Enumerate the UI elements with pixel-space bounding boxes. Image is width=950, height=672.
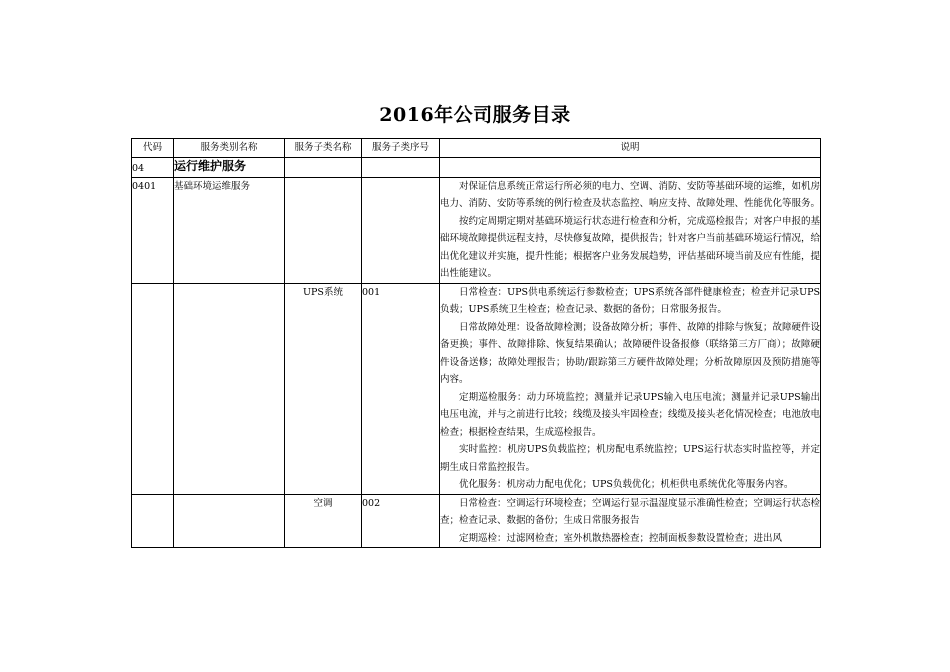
row-sub-name: 空调 <box>285 494 362 548</box>
description-paragraph: 实时监控：机房UPS负载监控；机房配电系统监控；UPS运行状态实时监控等，并定期生成日常监控报告。 <box>440 444 820 473</box>
row-category <box>174 283 285 494</box>
row-description <box>440 283 821 494</box>
row-sub-no: 002 <box>362 494 440 548</box>
table-header-row <box>132 139 821 158</box>
service-catalog-table <box>131 138 821 548</box>
description-paragraph: 日常检查：UPS供电系统运行参数检查；UPS系统各部件健康检查；检查并记录UPS负载；UPS系统卫生检查；检查记录、数据的备份；日常服务报告。 <box>440 286 820 315</box>
row-code <box>132 283 174 494</box>
description-paragraph: 按约定周期定期对基础环境运行状态进行检查和分析，完成巡检报告；对客户申报的基础环境故障提供远程支持，尽快修复故障，提供报告；针对客户当前基础环境运行情况，给出优化建议并实施，提升性能；根据客户业务发展趋势，评估基础环境当前及应有性能，提出性能建议。 <box>440 215 821 279</box>
row-code: 0401 <box>132 177 174 283</box>
row-sub-no: 001 <box>362 283 440 494</box>
table-row <box>132 283 821 494</box>
row-description <box>440 494 821 548</box>
page-title: 2016年公司服务目录 <box>379 104 571 126</box>
table-row <box>132 177 821 283</box>
row-description <box>440 177 821 283</box>
description-paragraph: 优化服务：机房动力配电优化；UPS负载优化；机柜供电系统优化等服务内容。 <box>459 479 794 490</box>
description-paragraph: 定期巡检：过滤网检查；室外机散热器检查；控制面板参数设置检查；进出风 <box>459 532 783 544</box>
group-name: 运行维护服务 <box>174 158 247 173</box>
header-code: 代码 <box>132 139 174 158</box>
row-sub-name: UPS系统 <box>285 283 362 494</box>
header-category: 服务类别名称 <box>174 139 285 158</box>
description-paragraph: 日常故障处理：设备故障检测；设备故障分析；事件、故障的排除与恢复；故障硬件设备更换；事件、故障排除、恢复结果确认；故障硬件设备报修（联络第三方厂商）；故障硬件设备送修；故障处理报告；协助/跟踪第三方硬件故障处理；分析故障原因及预防措施等内容。 <box>440 321 821 385</box>
group-code: 04 <box>132 157 174 177</box>
header-sub-name: 服务子类名称 <box>285 139 362 158</box>
group-row <box>132 157 821 177</box>
row-sub-name <box>285 177 362 283</box>
row-category: 基础环境运维服务 <box>174 177 285 283</box>
description-paragraph: 定期巡检服务：动力环境监控；测量并记录UPS输入电压电流；测量并记录UPS输出电压电流，并与之前进行比较；线缆及接头牢固检查；线缆及接头老化情况检查；电池放电检查；根据检查结果，生成巡检报告。 <box>440 391 821 438</box>
row-code <box>132 494 174 548</box>
description-paragraph: 对保证信息系统正常运行所必须的电力、空调、消防、安防等基础环境的运维，如机房电力、消防、安防等系统的例行检查及状态监控、响应支持、故障处理、性能优化等服务。 <box>440 180 821 209</box>
row-sub-no <box>362 177 440 283</box>
row-category <box>174 494 285 548</box>
header-description: 说明 <box>440 139 821 158</box>
header-sub-no: 服务子类序号 <box>362 139 440 158</box>
table-row <box>132 494 821 548</box>
description-paragraph: 日常检查：空调运行环境检查；空调运行显示温湿度显示准确性检查；空调运行状态检查；检查记录、数据的备份；生成日常服务报告 <box>440 497 821 526</box>
